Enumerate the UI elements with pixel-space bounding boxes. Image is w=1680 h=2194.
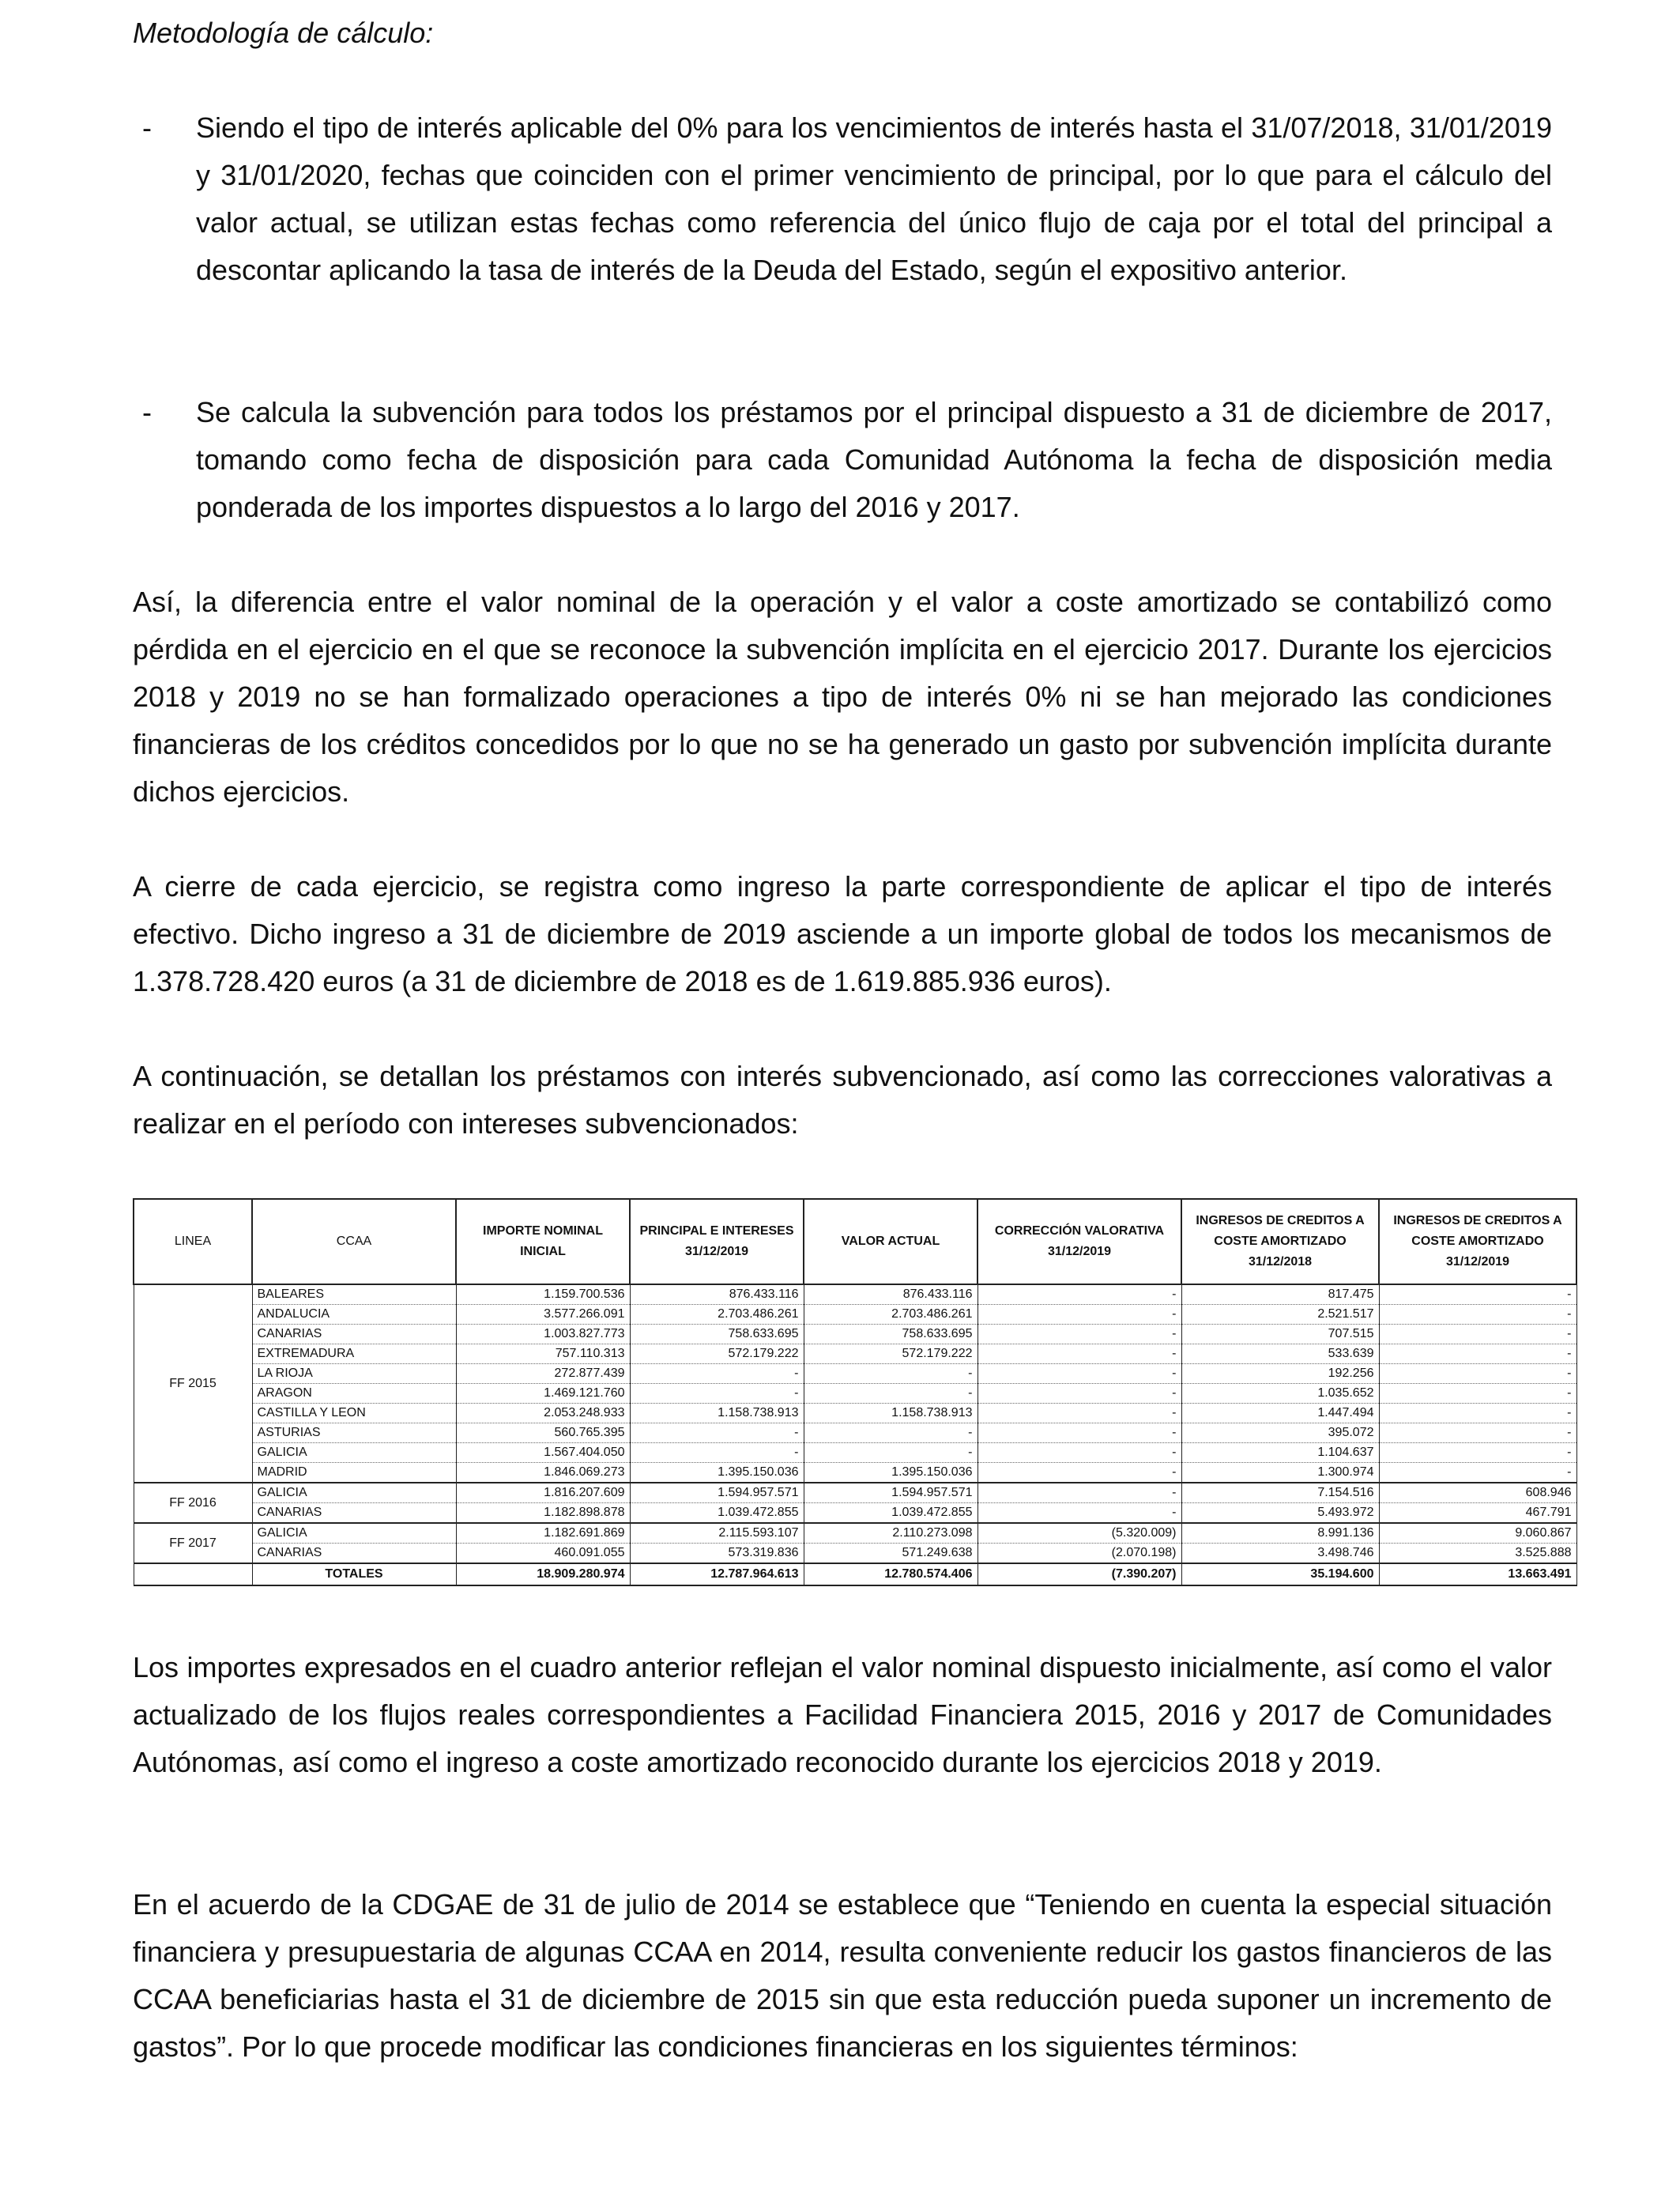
cell-principal-intereses: - [630,1384,804,1404]
cell-valor-actual: 571.249.638 [804,1544,977,1564]
table-header-row [134,1199,1576,1284]
cell-ingresos-2018: 5.493.972 [1181,1503,1379,1524]
cell-ccaa: CANARIAS [252,1325,456,1344]
totals-spacer [134,1563,252,1585]
table-row [134,1463,1576,1483]
cell-ccaa: GALICIA [252,1523,456,1544]
cell-importe-nominal: 460.091.055 [456,1544,630,1564]
table-row [134,1364,1576,1384]
paragraph: Los importes expresados en el cuadro anterior reflejan el valor nominal dispuesto inicialmente, así como el valor actualizado de los flujos reales correspondientes a Facilidad Financiera 2015, 2016 y 2017 de Comunidades Autónomas, así como el ingreso a coste amortizado reconocido durante los ejercicios 2018 y 2019. [133,1651,1552,1778]
cell-ingresos-2019: - [1379,1344,1576,1364]
cell-principal-intereses: 758.633.695 [630,1325,804,1344]
cell-correccion-valorativa: - [977,1344,1181,1364]
cell-valor-actual: 1.594.957.571 [804,1483,977,1503]
cell-importe-nominal: 1.003.827.773 [456,1325,630,1344]
table-body [134,1284,1576,1585]
cell-correccion-valorativa: - [977,1305,1181,1325]
header-ingresos-2019: INGRESOS DE CREDITOS A COSTE AMORTIZADO 31/12/2019 [1379,1199,1576,1284]
cell-valor-actual: 2.703.486.261 [804,1305,977,1325]
cell-correccion-valorativa: (5.320.009) [977,1523,1181,1544]
cell-valor-actual: 1.158.738.913 [804,1404,977,1423]
cell-principal-intereses: 876.433.116 [630,1284,804,1305]
cell-correccion-valorativa: - [977,1384,1181,1404]
paragraph: A cierre de cada ejercicio, se registra como ingreso la parte correspondiente de aplicar el tipo de interés efectivo. Dicho ingreso a 31 de diciembre de 2019 asciende a un importe global de todos los mecanismos de 1.378.728.420 euros (a 31 de diciembre de 2018 es de 1.619.885.936 euros). [133,870,1552,997]
cell-ingresos-2018: 707.515 [1181,1325,1379,1344]
cell-ingresos-2019: - [1379,1423,1576,1443]
totals-label: TOTALES [252,1563,456,1585]
cell-valor-actual: 2.110.273.098 [804,1523,977,1544]
table-row [134,1325,1576,1344]
table-row [134,1284,1576,1305]
bullet-text: Se calcula la subvención para todos los préstamos por el principal dispuesto a 31 de diciembre de 2017, tomando como fecha de disposición para cada Comunidad Autónoma la fecha de disposición media ponderada de los importes dispuestos a lo largo del 2016 y 2017. [196,396,1552,523]
cell-ingresos-2018: 3.498.746 [1181,1544,1379,1564]
header-principal-intereses: PRINCIPAL E INTERESES 31/12/2019 [630,1199,804,1284]
table-row [134,1523,1576,1544]
cell-valor-actual: 1.039.472.855 [804,1503,977,1524]
cell-correccion-valorativa: - [977,1284,1181,1305]
totals-ing2019: 13.663.491 [1379,1563,1576,1585]
cell-importe-nominal: 1.182.898.878 [456,1503,630,1524]
cell-correccion-valorativa: - [977,1325,1181,1344]
cell-valor-actual: 876.433.116 [804,1284,977,1305]
cell-importe-nominal: 1.159.700.536 [456,1284,630,1305]
table-row [134,1384,1576,1404]
bullet-item [133,104,1552,341]
cell-principal-intereses: 1.594.957.571 [630,1483,804,1503]
cell-ccaa: BALEARES [252,1284,456,1305]
cell-ingresos-2018: 1.104.637 [1181,1443,1379,1463]
table-row [134,1404,1576,1423]
cell-ingresos-2018: 192.256 [1181,1364,1379,1384]
cell-ingresos-2019: - [1379,1325,1576,1344]
cell-ingresos-2018: 1.035.652 [1181,1384,1379,1404]
cell-principal-intereses: 2.115.593.107 [630,1523,804,1544]
bullet-dash: - [142,111,152,144]
header-valor-actual: VALOR ACTUAL [804,1199,977,1284]
cell-importe-nominal: 1.567.404.050 [456,1443,630,1463]
cell-valor-actual: - [804,1384,977,1404]
bullet-item [133,389,1552,531]
cell-ingresos-2019: - [1379,1305,1576,1325]
cell-importe-nominal: 1.816.207.609 [456,1483,630,1503]
paragraph: En el acuerdo de la CDGAE de 31 de julio de 2014 se establece que “Teniendo en cuenta la especial situación financiera y presupuestaria de algunas CCAA en 2014, resulta conveniente reducir los gastos financieros de las CCAA beneficiarias hasta el 31 de diciembre de 2015 sin que esta reducción pueda suponer un incremento de gastos”. Por lo que procede modificar las condiciones financieras en los siguientes términos: [133,1888,1552,2063]
cell-correccion-valorativa: (2.070.198) [977,1544,1181,1564]
table-row [134,1344,1576,1364]
cell-ccaa: GALICIA [252,1483,456,1503]
cell-ingresos-2019: - [1379,1384,1576,1404]
table-row [134,1305,1576,1325]
loans-table [133,1198,1577,1586]
cell-importe-nominal: 560.765.395 [456,1423,630,1443]
cell-correccion-valorativa: - [977,1443,1181,1463]
cell-ingresos-2019: - [1379,1443,1576,1463]
cell-principal-intereses: - [630,1364,804,1384]
cell-ingresos-2019: 467.791 [1379,1503,1576,1524]
table-row [134,1483,1576,1503]
table-row [134,1443,1576,1463]
cell-valor-actual: - [804,1443,977,1463]
totals-principal: 12.787.964.613 [630,1563,804,1585]
paragraph: Así, la diferencia entre el valor nominal de la operación y el valor a coste amortizado se contabilizó como pérdida en el ejercicio en el que se reconoce la subvención implícita en el ejercicio 2017. Durante los ejercicios 2018 y 2019 no se han formalizado operaciones a tipo de interés 0% ni se han mejorado las condiciones financieras de los créditos concedidos por lo que no se ha generado un gasto por subvención implícita durante dichos ejercicios. [133,586,1552,808]
cell-ccaa: ANDALUCIA [252,1305,456,1325]
cell-linea: FF 2017 [134,1523,252,1563]
totals-importe: 18.909.280.974 [456,1563,630,1585]
cell-principal-intereses: 573.319.836 [630,1544,804,1564]
cell-importe-nominal: 1.846.069.273 [456,1463,630,1483]
cell-correccion-valorativa: - [977,1404,1181,1423]
cell-correccion-valorativa: - [977,1503,1181,1524]
header-linea: LINEA [134,1199,252,1284]
cell-valor-actual: 758.633.695 [804,1325,977,1344]
header-importe-nominal: IMPORTE NOMINAL INICIAL [456,1199,630,1284]
cell-ccaa: LA RIOJA [252,1364,456,1384]
cell-linea: FF 2016 [134,1483,252,1523]
header-correccion-valorativa: CORRECCIÓN VALORATIVA 31/12/2019 [977,1199,1181,1284]
cell-ingresos-2019: - [1379,1463,1576,1483]
cell-importe-nominal: 3.577.266.091 [456,1305,630,1325]
cell-importe-nominal: 272.877.439 [456,1364,630,1384]
cell-correccion-valorativa: - [977,1463,1181,1483]
bullet-text: Siendo el tipo de interés aplicable del 0% para los vencimientos de interés hasta el 31/07/2018, 31/01/2019 y 31/01/2020, fechas que coinciden con el primer vencimiento de principal, por lo que para el cálculo del valor actual, se utilizan estas fechas como referencia del único flujo de caja por el total del principal a descontar aplicando la tasa de interés de la Deuda del Estado, según el expositivo anterior. [196,111,1552,286]
cell-ingresos-2018: 817.475 [1181,1284,1379,1305]
cell-ingresos-2018: 8.991.136 [1181,1523,1379,1544]
cell-ingresos-2019: 9.060.867 [1379,1523,1576,1544]
cell-ccaa: CANARIAS [252,1503,456,1524]
paragraph: A continuación, se detallan los préstamos con interés subvencionado, así como las correcciones valorativas a realizar en el período con intereses subvencionados: [133,1060,1552,1140]
header-ingresos-2018: INGRESOS DE CREDITOS A COSTE AMORTIZADO 31/12/2018 [1181,1199,1379,1284]
cell-ingresos-2018: 533.639 [1181,1344,1379,1364]
cell-ingresos-2019: 608.946 [1379,1483,1576,1503]
cell-ingresos-2019: - [1379,1284,1576,1305]
cell-importe-nominal: 1.469.121.760 [456,1384,630,1404]
table-row [134,1423,1576,1443]
loans-table-container [133,1198,1576,1586]
cell-ingresos-2018: 1.300.974 [1181,1463,1379,1483]
cell-ingresos-2018: 2.521.517 [1181,1305,1379,1325]
cell-valor-actual: 572.179.222 [804,1344,977,1364]
cell-ccaa: CANARIAS [252,1544,456,1564]
cell-principal-intereses: - [630,1443,804,1463]
cell-principal-intereses: 572.179.222 [630,1344,804,1364]
cell-principal-intereses: 1.158.738.913 [630,1404,804,1423]
bullet-dash: - [142,396,152,428]
cell-valor-actual: - [804,1423,977,1443]
cell-importe-nominal: 757.110.313 [456,1344,630,1364]
header-ccaa: CCAA [252,1199,456,1284]
cell-correccion-valorativa: - [977,1483,1181,1503]
cell-ingresos-2018: 395.072 [1181,1423,1379,1443]
cell-ingresos-2018: 7.154.516 [1181,1483,1379,1503]
cell-ccaa: ASTURIAS [252,1423,456,1443]
section-heading: Metodología de cálculo: [133,17,434,49]
cell-correccion-valorativa: - [977,1364,1181,1384]
cell-importe-nominal: 2.053.248.933 [456,1404,630,1423]
cell-principal-intereses: 1.395.150.036 [630,1463,804,1483]
cell-ccaa: ARAGON [252,1384,456,1404]
cell-ingresos-2019: - [1379,1364,1576,1384]
cell-ingresos-2019: 3.525.888 [1379,1544,1576,1564]
cell-ccaa: CASTILLA Y LEON [252,1404,456,1423]
totals-ing2018: 35.194.600 [1181,1563,1379,1585]
cell-linea: FF 2015 [134,1284,252,1483]
table-row [134,1544,1576,1564]
cell-valor-actual: - [804,1364,977,1384]
cell-ingresos-2019: - [1379,1404,1576,1423]
cell-importe-nominal: 1.182.691.869 [456,1523,630,1544]
cell-ccaa: GALICIA [252,1443,456,1463]
cell-principal-intereses: - [630,1423,804,1443]
cell-valor-actual: 1.395.150.036 [804,1463,977,1483]
cell-principal-intereses: 1.039.472.855 [630,1503,804,1524]
cell-correccion-valorativa: - [977,1423,1181,1443]
cell-ingresos-2018: 1.447.494 [1181,1404,1379,1423]
totals-correccion: (7.390.207) [977,1563,1181,1585]
cell-ccaa: MADRID [252,1463,456,1483]
totals-valor: 12.780.574.406 [804,1563,977,1585]
table-row [134,1503,1576,1524]
cell-ccaa: EXTREMADURA [252,1344,456,1364]
totals-row [134,1563,1576,1585]
cell-principal-intereses: 2.703.486.261 [630,1305,804,1325]
